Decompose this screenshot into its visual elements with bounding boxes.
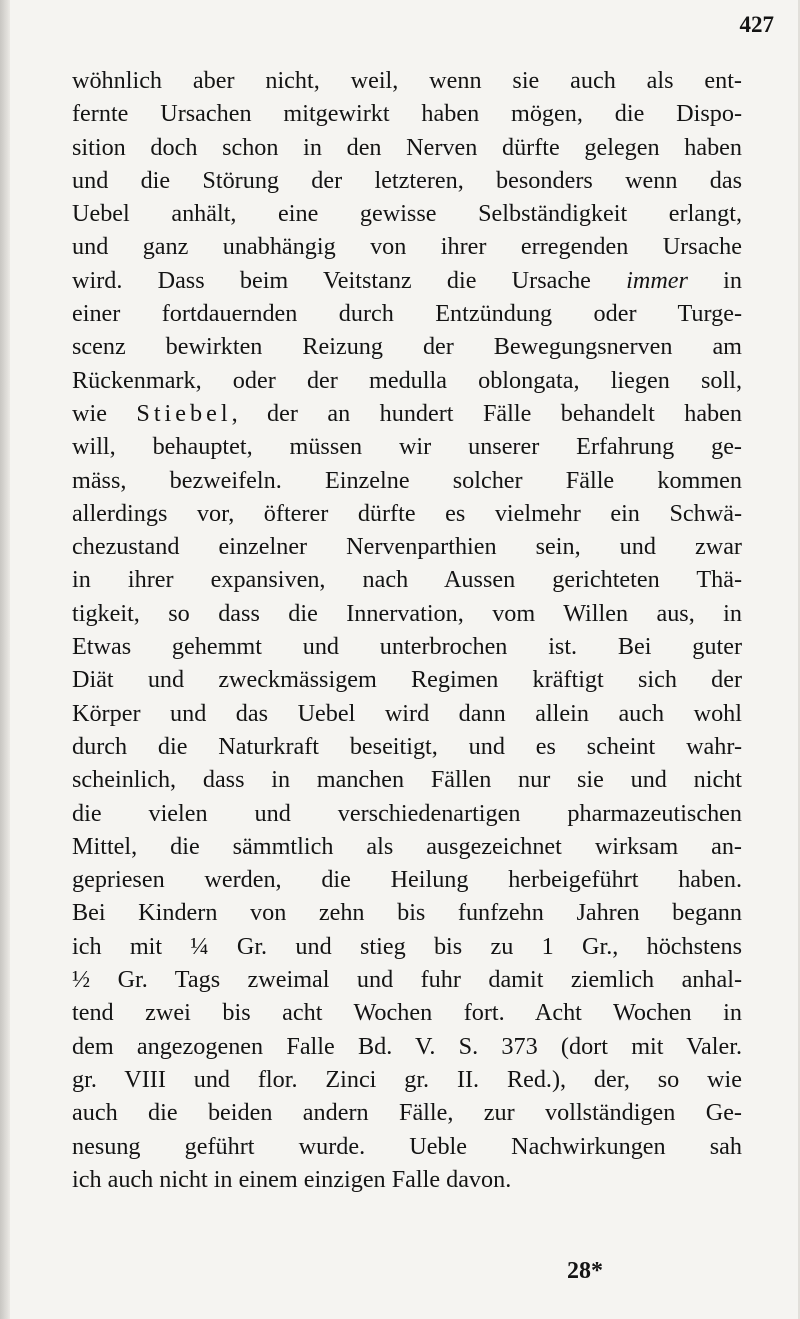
text-line: wie Stiebel, der an hundert Fälle behandelt haben xyxy=(72,399,742,427)
text-line: Etwas gehemmt und unterbrochen ist. Bei guter xyxy=(72,633,742,661)
text-line: auch die beiden andern Fälle, zur vollständigen Ge- xyxy=(72,1099,742,1127)
body-text xyxy=(72,64,742,1196)
text-line: wird. Dass beim Veitstanz die Ursache immer in xyxy=(72,266,742,294)
text-line: und die Störung der letzteren, besonders wenn das xyxy=(72,166,742,194)
signature-mark: 28* xyxy=(567,1258,603,1284)
text-line: Uebel anhält, eine gewisse Selbständigkeit erlangt, xyxy=(72,200,742,228)
text-line: will, behauptet, müssen wir unserer Erfahrung ge- xyxy=(72,433,742,461)
text-line: nesung geführt wurde. Ueble Nachwirkungen sah xyxy=(72,1132,742,1160)
text-line: und ganz unabhängig von ihrer erregenden Ursache xyxy=(72,233,742,261)
text-line: dem angezogenen Falle Bd. V. S. 373 (dort mit Valer. xyxy=(72,1032,742,1060)
text-line: wöhnlich aber nicht, weil, wenn sie auch als ent- xyxy=(72,67,742,94)
text-line: Rückenmark, oder der medulla oblongata, liegen soll, xyxy=(72,366,742,394)
text-line: mäss, bezweifeln. Einzelne solcher Fälle kommen xyxy=(72,466,742,494)
text-line: in ihrer expansiven, nach Aussen gerichteten Thä- xyxy=(72,566,742,594)
text-line: einer fortdauernden durch Entzündung oder Turge- xyxy=(72,300,742,328)
text-line: gepriesen werden, die Heilung herbeigeführt haben. xyxy=(72,866,742,894)
text-line: sition doch schon in den Nerven dürfte gelegen haben xyxy=(72,133,742,161)
text-line: tend zwei bis acht Wochen fort. Acht Wochen in xyxy=(72,999,742,1027)
text-line: Körper und das Uebel wird dann allein auch wohl xyxy=(72,699,742,727)
text-line: gr. VIII und flor. Zinci gr. II. Red.), der, so wie xyxy=(72,1065,742,1093)
text-line: scheinlich, dass in manchen Fällen nur sie und nicht xyxy=(72,766,742,794)
text-line: durch die Naturkraft beseitigt, und es scheint wahr- xyxy=(72,732,742,760)
text-line: tigkeit, so dass die Innervation, vom Willen aus, in xyxy=(72,599,742,627)
text-line: allerdings vor, öfterer dürfte es vielmehr ein Schwä- xyxy=(72,499,742,527)
text-line: scenz bewirkten Reizung der Bewegungsnerven am xyxy=(72,333,742,361)
text-line: ich mit ¼ Gr. und stieg bis zu 1 Gr., höchstens xyxy=(72,932,742,960)
text-line: ich auch nicht in einem einzigen Falle davon. xyxy=(72,1165,512,1193)
text-line: fernte Ursachen mitgewirkt haben mögen, die Dispo- xyxy=(72,100,742,128)
text-line: Mittel, die sämmtlich als ausgezeichnet wirksam an- xyxy=(72,832,742,860)
text-line: die vielen und verschiedenartigen pharmazeutischen xyxy=(72,799,742,827)
page-left-edge xyxy=(0,0,10,1319)
text-line: Bei Kindern von zehn bis funfzehn Jahren begann xyxy=(72,899,742,927)
text-line: ½ Gr. Tags zweimal und fuhr damit ziemlich anhal- xyxy=(72,966,742,994)
text-line: chezustand einzelner Nervenparthien sein, und zwar xyxy=(72,533,742,561)
page-number: 427 xyxy=(739,12,774,37)
text-line: Diät und zweckmässigem Regimen kräftigt sich der xyxy=(72,666,742,694)
